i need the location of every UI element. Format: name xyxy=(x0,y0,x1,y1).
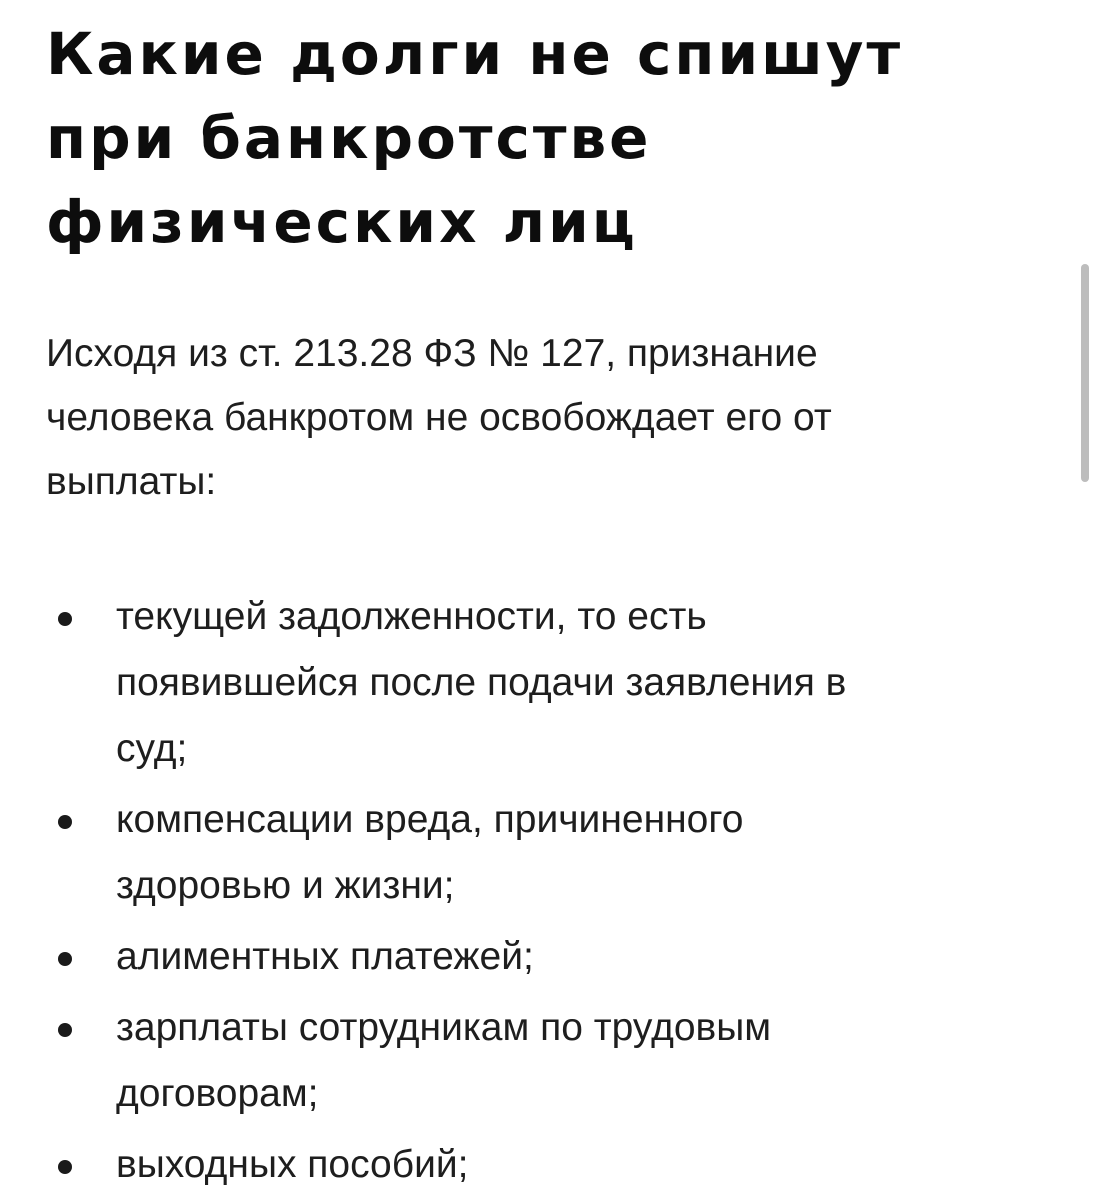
list-item-line: здоровью и жизни; xyxy=(116,864,455,907)
debt-list xyxy=(46,584,1046,1203)
article xyxy=(46,12,1046,1186)
bullet-icon xyxy=(58,952,72,966)
list-item-line: выходных пособий; xyxy=(116,1143,469,1186)
list-item xyxy=(46,924,1046,990)
list-item-line: зарплаты сотрудникам по трудовым xyxy=(116,1006,772,1049)
bullet-icon xyxy=(58,612,72,626)
list-item-line: алиментных платежей; xyxy=(116,935,534,978)
list-item-line: суд; xyxy=(116,727,188,770)
list-item-line: появившейся после подачи заявления в xyxy=(116,661,847,704)
bullet-icon xyxy=(58,1160,72,1174)
title-line: физических лиц xyxy=(46,188,638,256)
list-item xyxy=(46,584,1046,782)
list-item-line: договорам; xyxy=(116,1072,319,1115)
intro-line: Исходя из ст. 213.28 ФЗ № 127, признание xyxy=(46,332,818,375)
list-item-line: текущей задолженности, то есть xyxy=(116,595,707,638)
list-item xyxy=(46,787,1046,919)
intro-paragraph xyxy=(46,322,1036,514)
bullet-icon xyxy=(58,815,72,829)
title-line: Какие долги не спишут xyxy=(46,20,904,88)
list-item xyxy=(46,995,1046,1127)
intro-line: человека банкротом не освобождает его от xyxy=(46,396,832,439)
bullet-icon xyxy=(58,1023,72,1037)
article-title xyxy=(46,12,1046,264)
list-item-line: компенсации вреда, причиненного xyxy=(116,798,744,841)
title-line: при банкротстве xyxy=(46,104,652,172)
intro-line: выплаты: xyxy=(46,460,217,503)
list-item xyxy=(46,1132,1046,1198)
scrollbar-thumb[interactable] xyxy=(1081,264,1089,482)
